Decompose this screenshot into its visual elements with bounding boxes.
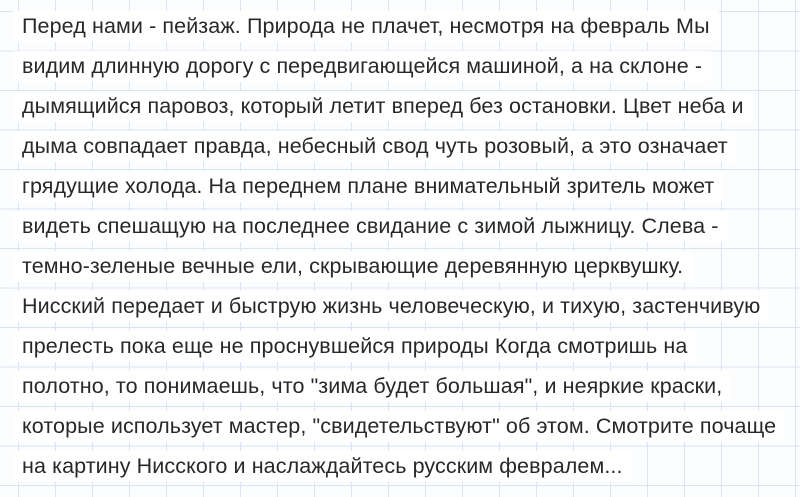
text-line-content: видим длинную дорогу с передвигающейся машиной, а на склоне - — [13, 51, 711, 82]
text-line — [13, 406, 800, 446]
text-line — [13, 167, 800, 207]
text-line-content: дымящийся паровоз, который летит вперед без остановки. Цвет неба и — [13, 91, 753, 122]
text-line — [13, 366, 800, 406]
text-line-content: видеть спешащую на последнее свидание с зимой лыжницу. Слева - — [13, 211, 728, 242]
text-line — [13, 207, 800, 247]
text-line-content: грядущие холода. На переднем плане внимательный зритель может — [13, 171, 723, 202]
text-line — [13, 47, 800, 87]
text-line-content: Нисский передает и быструю жизнь человеческую, и тихую, застенчивую — [13, 291, 769, 322]
text-line — [13, 287, 800, 327]
text-line-content: на картину Нисского и наслаждайтесь русским февралем... — [13, 451, 632, 482]
text-line — [13, 247, 800, 287]
text-line — [13, 7, 800, 47]
text-line — [13, 127, 800, 167]
text-line-content: Перед нами - пейзаж. Природа не плачет, несмотря на февраль Мы — [13, 11, 719, 42]
text-line-content: темно-зеленые вечные ели, скрывающие деревянную церквушку. — [13, 251, 692, 282]
essay-text-block — [13, 7, 800, 486]
text-line-content: которые использует мастер, "свидетельствуют" об этом. Смотрите почаще — [13, 411, 785, 442]
text-line-content: дыма совпадает правда, небесный свод чуть розовый, а это означает — [13, 131, 737, 162]
text-line-content: прелесть пока еще не проснувшейся природы Когда смотришь на — [13, 331, 696, 362]
text-line-content: полотно, то понимаешь, что "зима будет большая", и неяркие краски, — [13, 371, 731, 402]
text-line — [13, 87, 800, 127]
text-line — [13, 446, 800, 486]
text-line — [13, 327, 800, 367]
